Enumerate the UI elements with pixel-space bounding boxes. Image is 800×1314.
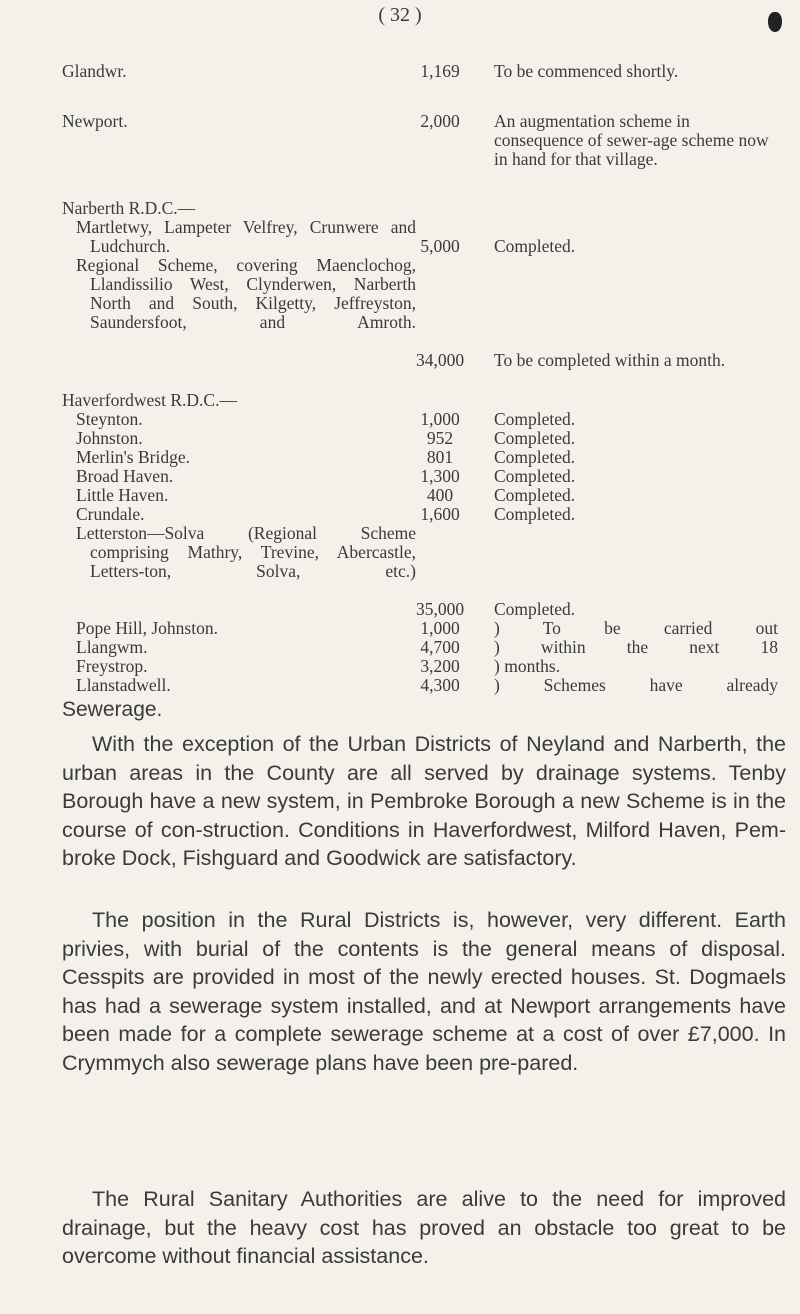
place-cell: Regional Scheme, covering Maenclochog, Llandissilio West, Clynderwen, Narberth North and South, Kilgetty, Jeffreyston, Saundersfoot, and Amroth. (76, 255, 416, 332)
remark-cell: Completed. (494, 504, 576, 524)
place-cell: Martletwy, Lampeter Velfrey, Crunwere and Ludchurch. (76, 217, 416, 256)
population-cell: 801 (426, 447, 454, 467)
population-cell: 1,000 (420, 409, 460, 429)
remark-cell: Completed. (494, 409, 576, 429)
place-cell: Letterston—Solva (Regional Scheme comprising Mathry, Trevine, Abercastle, Letters-ton, Solva, etc.) (76, 523, 416, 581)
remark-cell: ) To be carried out (494, 618, 778, 638)
place-cell: Little Haven. (76, 485, 169, 505)
remark-cell: Completed. (494, 466, 576, 486)
district-heading: Narberth R.D.C.— (62, 198, 196, 218)
place-cell: Broad Haven. (76, 466, 174, 486)
remark-cell: ) Schemes have already (494, 675, 778, 695)
remark-cell: An augmentation scheme in consequence of sewer-age scheme now in hand for that village. (494, 111, 769, 169)
paragraph: With the exception of the Urban Districts of Neyland and Narberth, the urban areas in the County are all served by drainage systems. Tenby Borough have a new system, in Pembroke Borough a new Scheme is in the course of con-struction. Conditions in Haverfordwest, Milford Haven, Pem-broke Dock, Fishguard and Goodwick are satisfactory. (62, 732, 786, 870)
population-cell: 1,000 (420, 618, 460, 638)
place-cell: Steynton. (76, 409, 143, 429)
remark-cell: ) months. (494, 656, 561, 676)
paragraph: The position in the Rural Districts is, however, very different. Earth privies, with burial of the contents is the general means of disposal. Cesspits are provided in most of the newly erected houses. St. Dogmaels has had a sewerage system installed, and at Newport arrangements have been made for a complete sewerage scheme at a cost of over £7,000. In Crymmych also sewerage plans have been pre-pared. (62, 908, 786, 1075)
population-cell: 34,000 (415, 350, 465, 370)
remark-cell: ) within the next 18 (494, 637, 778, 657)
remark-cell: Completed. (494, 599, 576, 619)
remark-cell: To be commenced shortly. (494, 61, 679, 81)
place-cell: Llanstadwell. (76, 675, 171, 695)
ink-blot (768, 12, 782, 32)
population-cell: 1,600 (420, 504, 460, 524)
population-cell: 4,300 (420, 675, 460, 695)
page-number: ( 32 ) (378, 4, 422, 26)
remark-cell: To be completed within a month. (494, 350, 726, 370)
population-cell: 1,169 (420, 61, 460, 81)
remark-cell: Completed. (494, 485, 576, 505)
population-cell: 35,000 (415, 599, 465, 619)
section-heading: Sewerage. (62, 698, 163, 721)
place-cell: Johnston. (76, 428, 143, 448)
place-cell: Merlin's Bridge. (76, 447, 190, 467)
place-cell: Llangwm. (76, 637, 148, 657)
remark-cell: Completed. (494, 447, 576, 467)
population-cell: 2,000 (420, 111, 460, 131)
population-cell: 952 (426, 428, 454, 448)
remark-cell: Completed. (494, 428, 576, 448)
place-cell: Crundale. (76, 504, 145, 524)
population-cell: 5,000 (420, 236, 460, 256)
place-cell: Pope Hill, Johnston. (76, 618, 218, 638)
paragraph: The Rural Sanitary Authorities are alive to the need for improved drainage, but the heavy cost has proved an obstacle too great to be overcome without financial assistance. (62, 1187, 786, 1268)
place-cell: Newport. (62, 111, 128, 131)
population-cell: 3,200 (420, 656, 460, 676)
district-heading: Haverfordwest R.D.C.— (62, 390, 237, 410)
place-cell: Freystrop. (76, 656, 148, 676)
population-cell: 4,700 (420, 637, 460, 657)
population-cell: 400 (426, 485, 454, 505)
remark-cell: Completed. (494, 236, 576, 256)
population-cell: 1,300 (420, 466, 460, 486)
place-cell: Glandwr. (62, 61, 127, 81)
